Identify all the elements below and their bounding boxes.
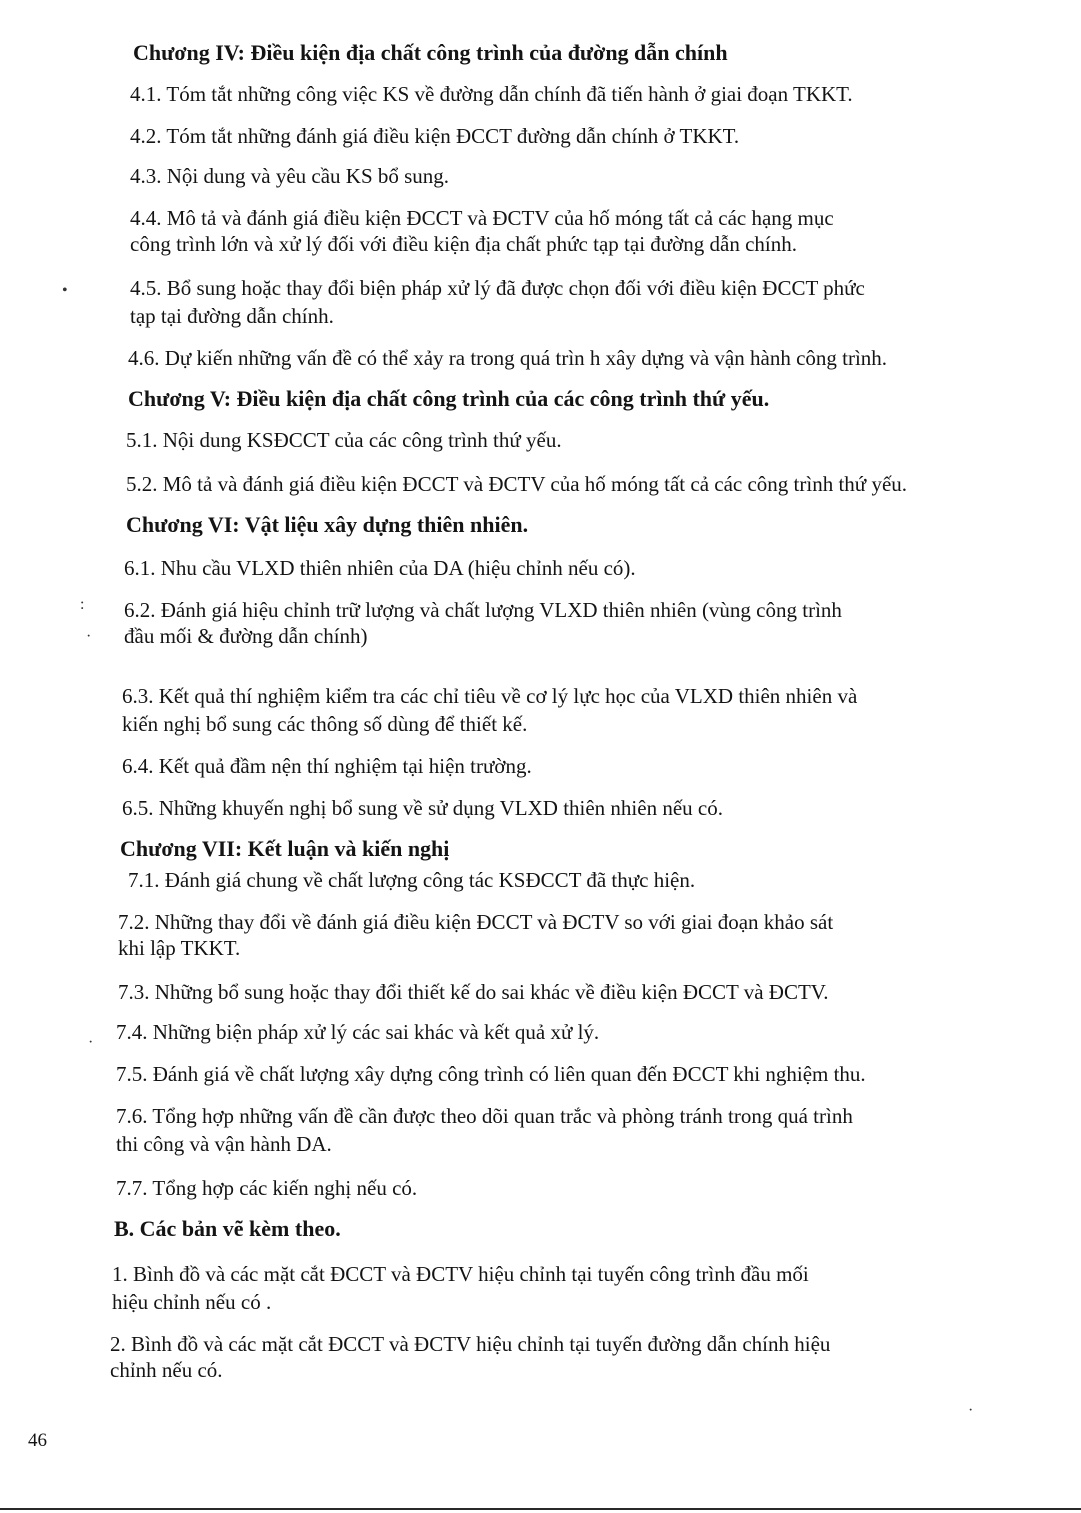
chapter-6-heading: Chương VI: Vật liệu xây dựng thiên nhiên.	[126, 512, 529, 537]
item-7-2-line-1: 7.2. Những thay đổi về đánh giá điều kiện ĐCCT và ĐCTV so với giai đoạn khảo sát	[118, 910, 834, 934]
item-4-5-line-2: tạp tại đường dẫn chính.	[130, 304, 334, 328]
chapter-5-heading: Chương V: Điều kiện địa chất công trình của các công trình thứ yếu.	[128, 386, 770, 411]
item-4-5-line-1: 4.5. Bổ sung hoặc thay đổi biện pháp xử lý đã được chọn đối với điều kiện ĐCCT phức	[130, 276, 865, 300]
part-b-item-2-line-1: 2. Bình đồ và các mặt cắt ĐCCT và ĐCTV hiệu chỉnh tại tuyến đường dẫn chính hiệu	[110, 1332, 831, 1356]
item-6-4: 6.4. Kết quả đầm nện thí nghiệm tại hiện trường.	[122, 754, 532, 778]
item-7-4: 7.4. Những biện pháp xử lý các sai khác và kết quả xử lý.	[116, 1020, 600, 1044]
item-7-2-line-2: khi lập TKKT.	[118, 936, 241, 960]
item-4-4-line-1: 4.4. Mô tả và đánh giá điều kiện ĐCCT và ĐCTV của hố móng tất cả các hạng mục	[130, 206, 834, 230]
item-4-1: 4.1. Tóm tắt những công việc KS về đường dẫn chính đã tiến hành ở giai đoạn TKKT.	[130, 82, 853, 106]
item-4-2: 4.2. Tóm tắt những đánh giá điều kiện ĐCCT đường dẫn chính ở TKKT.	[130, 124, 740, 148]
item-6-3-line-1: 6.3. Kết quả thí nghiệm kiểm tra các chỉ tiêu về cơ lý lực học của VLXD thiên nhiên và	[122, 684, 858, 708]
chapter-4-heading: Chương IV: Điều kiện địa chất công trình của đường dẫn chính	[133, 40, 728, 65]
item-4-6: 4.6. Dự kiến những vấn đề có thể xảy ra trong quá trìn h xây dựng và vận hành công trình.	[128, 346, 888, 370]
bottom-rule	[0, 1508, 1081, 1510]
item-4-3: 4.3. Nội dung và yêu cầu KS bổ sung.	[130, 164, 450, 188]
item-7-6-line-1: 7.6. Tổng hợp những vấn đề cần được theo dõi quan trắc và phòng tránh trong quá trình	[116, 1104, 853, 1128]
item-7-3: 7.3. Những bổ sung hoặc thay đổi thiết kế do sai khác về điều kiện ĐCCT và ĐCTV.	[118, 980, 829, 1004]
item-5-2: 5.2. Mô tả và đánh giá điều kiện ĐCCT và ĐCTV của hố móng tất cả các công trình thứ yếu.	[126, 472, 908, 496]
scan-speck: •	[62, 282, 68, 299]
item-7-1: 7.1. Đánh giá chung về chất lượng công tác KSĐCCT đã thực hiện.	[128, 868, 696, 892]
page-number: 46	[28, 1430, 47, 1451]
part-b-heading: B. Các bản vẽ kèm theo.	[114, 1216, 341, 1241]
part-b-item-1-line-1: 1. Bình đồ và các mặt cắt ĐCCT và ĐCTV hiệu chỉnh tại tuyến công trình đầu mối	[112, 1262, 809, 1286]
item-6-1: 6.1. Nhu cầu VLXD thiên nhiên của DA (hiệu chỉnh nếu có).	[124, 556, 636, 580]
item-7-7: 7.7. Tổng hợp các kiến nghị nếu có.	[116, 1176, 418, 1200]
item-4-4-line-2: công trình lớn và xử lý đối với điều kiện địa chất phức tạp tại đường dẫn chính.	[130, 232, 797, 256]
item-6-3-line-2: kiến nghị bổ sung các thông số dùng để thiết kế.	[122, 712, 528, 736]
item-7-5: 7.5. Đánh giá về chất lượng xây dựng công trình có liên quan đến ĐCCT khi nghiệm thu.	[116, 1062, 866, 1086]
item-6-2-line-1: 6.2. Đánh giá hiệu chỉnh trữ lượng và chất lượng VLXD thiên nhiên (vùng công trình	[124, 598, 842, 622]
part-b-item-2-line-2: chỉnh nếu có.	[110, 1358, 223, 1382]
item-7-6-line-2: thi công và vận hành DA.	[116, 1132, 332, 1156]
item-6-2-line-2: đầu mối & đường dẫn chính)	[124, 624, 368, 648]
scan-speck: ·	[88, 1034, 94, 1051]
scan-speck: :	[80, 596, 85, 613]
item-6-5: 6.5. Những khuyến nghị bổ sung về sử dụng VLXD thiên nhiên nếu có.	[122, 796, 723, 820]
scan-speck: ·	[968, 1402, 974, 1419]
scan-speck: ·	[86, 628, 92, 645]
part-b-item-1-line-2: hiệu chỉnh nếu có .	[112, 1290, 272, 1314]
chapter-7-heading: Chương VII: Kết luận và kiến nghị	[120, 836, 450, 861]
item-5-1: 5.1. Nội dung KSĐCCT của các công trình thứ yếu.	[126, 428, 562, 452]
